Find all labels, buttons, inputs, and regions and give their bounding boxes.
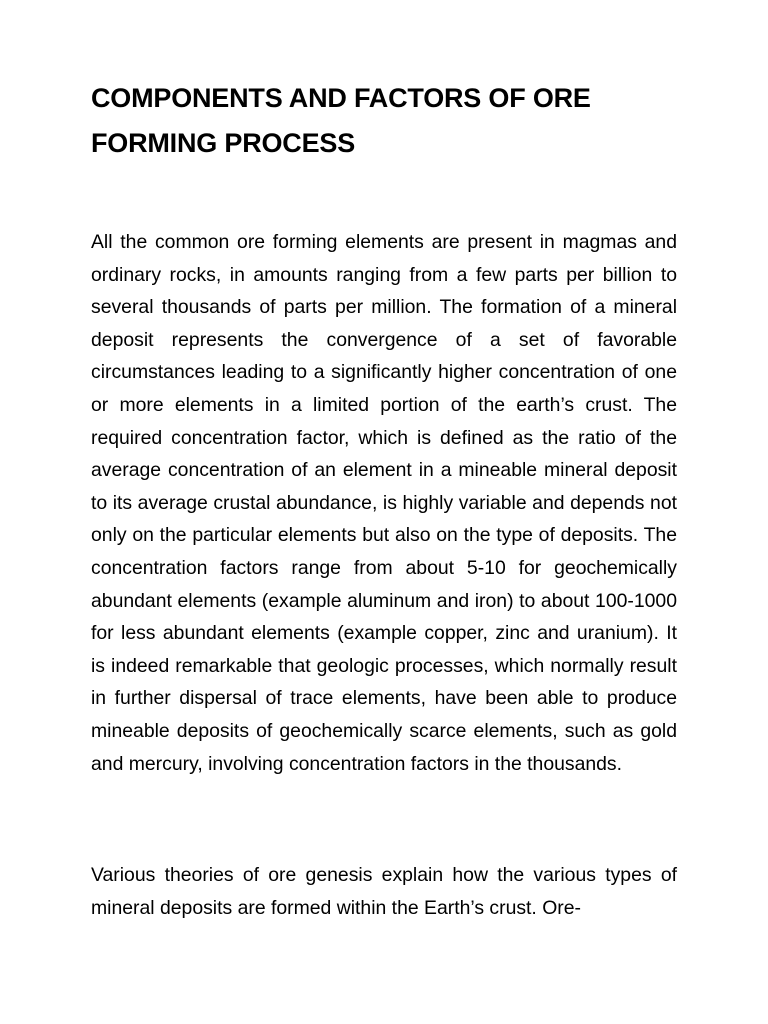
document-title: COMPONENTS AND FACTORS OF ORE FORMING PROCESS bbox=[91, 83, 591, 158]
body-paragraph-2: Various theories of ore genesis explain how the various types of mineral deposits are formed within the Earth’s crust. Ore- bbox=[91, 864, 677, 919]
body-paragraph-1: All the common ore forming elements are present in magmas and ordinary rocks, in amounts ranging from a few parts per billion to several thousands of parts per million. The formation of a mineral deposit represents the convergence of a set of favorable circumstances leading to a significantly higher concentration of one or more elements in a limited portion of the earth’s crust. The required concentration factor, which is defined as the ratio of the average concentration of an element in a mineable mineral deposit to its average crustal abundance, is highly variable and depends not only on the particular elements but also on the type of deposits. The concentration factors range from about 5-10 for geochemically abundant elements (example aluminum and iron) to about 100-1000 for less abundant elements (example copper, zinc and uranium). It is indeed remarkable that geologic processes, which normally result in further dispersal of trace elements, have been able to produce mineable deposits of geochemically scarce elements, such as gold and mercury, involving concentration factors in the thousands. bbox=[91, 231, 677, 775]
